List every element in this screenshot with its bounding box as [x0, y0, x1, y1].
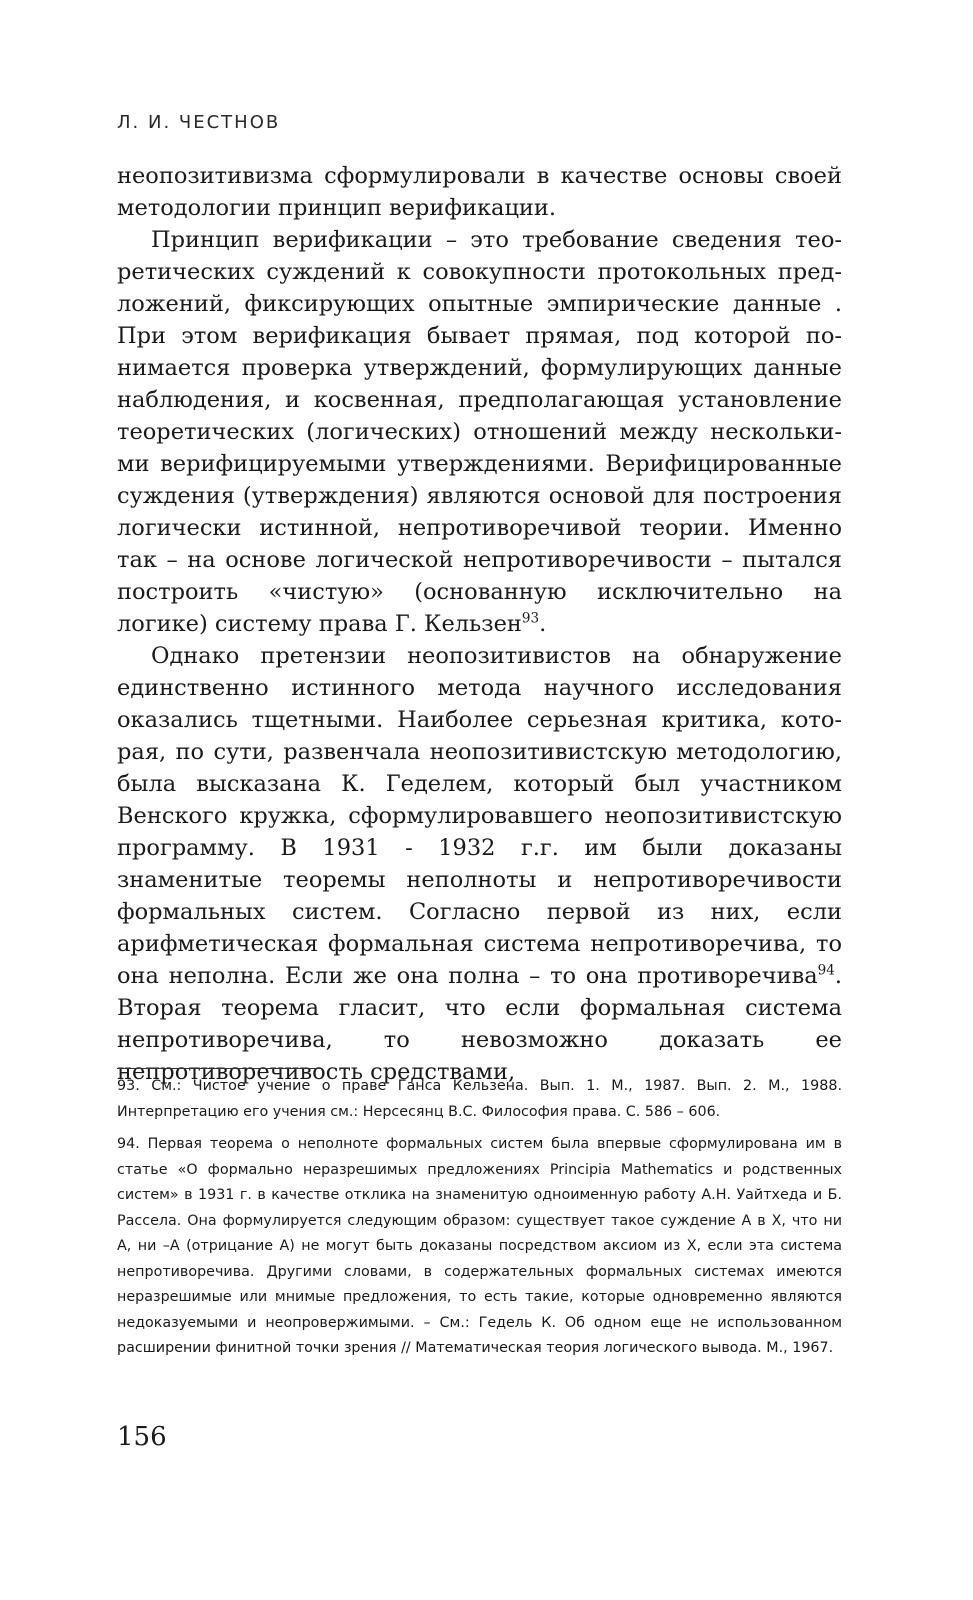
footnote-ref-93[interactable]: 93 — [521, 610, 540, 627]
paragraph-3-tail: . Вторая теорема гласит, что если формальная система непротиворечива, то невозможно доказать ее непротиворечивость средствами, — [117, 963, 842, 1085]
footnote-93: 93. См.: Чистое учение о праве Ганса Кельзена. Вып. 1. М., 1987. Вып. 2. М., 1988. Интерпретацию его учения см.: Нерсесянц В.С. Философия права. С. 586 – 606. — [117, 1078, 842, 1120]
footnotes — [117, 1074, 842, 1369]
paragraph-2-tail: . — [539, 611, 547, 637]
page-number: 156 — [117, 1422, 167, 1452]
footnote-ref-94[interactable]: 94 — [817, 962, 835, 979]
footnote-94: 94. Первая теорема о неполноте формальных систем была впервые сформулирована им в статье «О формально неразрешимых предложениях Principia Mathematics и родственных систем» в 1931 г. в качестве отклика на знаменитую одноименную работу А.Н. Уайтхеда и Б. Рассела. Она формулируется следующим образом: существует такое суждение А в Х, что ни А, ни –А (отрицание А) не могут быть доказаны посредством аксиом из Х, если эта система непротиворечива. Другими словами, в содержательных формальных системах имеются неразрешимые или мнимые предложения, то есть такие, которые одновременно являются недоказуемыми и неопровержимыми. – См.: Гедель К. Об одном еще не использованном расширении финитной точки зрения // Математическая теория логического вывода. М., 1967. — [117, 1136, 842, 1356]
main-text — [117, 160, 842, 1088]
paragraph-1-text: неопозитивизма сформулировали в качестве основы своей методологии принцип верификации. — [117, 163, 842, 221]
running-head: Л. И. ЧЕСТНОВ — [117, 112, 281, 133]
footnote-divider — [117, 1068, 322, 1069]
paragraph-3 — [117, 640, 842, 1088]
paragraph-1 — [117, 160, 842, 224]
paragraph-2 — [117, 224, 842, 640]
paragraph-3-text: Однако претензии неопозитивистов на обнаружение единственно истинного метода научного исследования оказались тщетными. Наиболее серьезная критика, которая, по сути, развенчала неопозитивистскую методологию, была высказана К. Геделем, который был участником Венского кружка, сформулировавшего неопозитивистскую программу. В 1931 - 1932 г.г. им были доказаны знаменитые теоремы неполноты и непротиворечивости формальных систем. Согласно первой из них, если арифметическая формальная система непротиворечива, то она неполна. Если же она полна – то она противоречива — [117, 643, 842, 989]
paragraph-2-text: Принцип верификации – это требование сведения теоретических суждений к совокупности протокольных предложений, фиксирующих опытные эмпирические данные . При этом верификация бывает прямая, под которой понимается проверка утверждений, формулирующих данные наблюдения, и косвенная, предполагающая установление теоретических (логических) отношений между несколькими верифицируемыми утверждениями. Верифицированные суждения (утверждения) являются основой для построения логически истинной, непротиворечивой теории. Именно так – на основе логической непротиворечивости – пытался построить «чистую» (основанную исключительно на логике) систему права Г. Кельзен — [117, 227, 842, 637]
